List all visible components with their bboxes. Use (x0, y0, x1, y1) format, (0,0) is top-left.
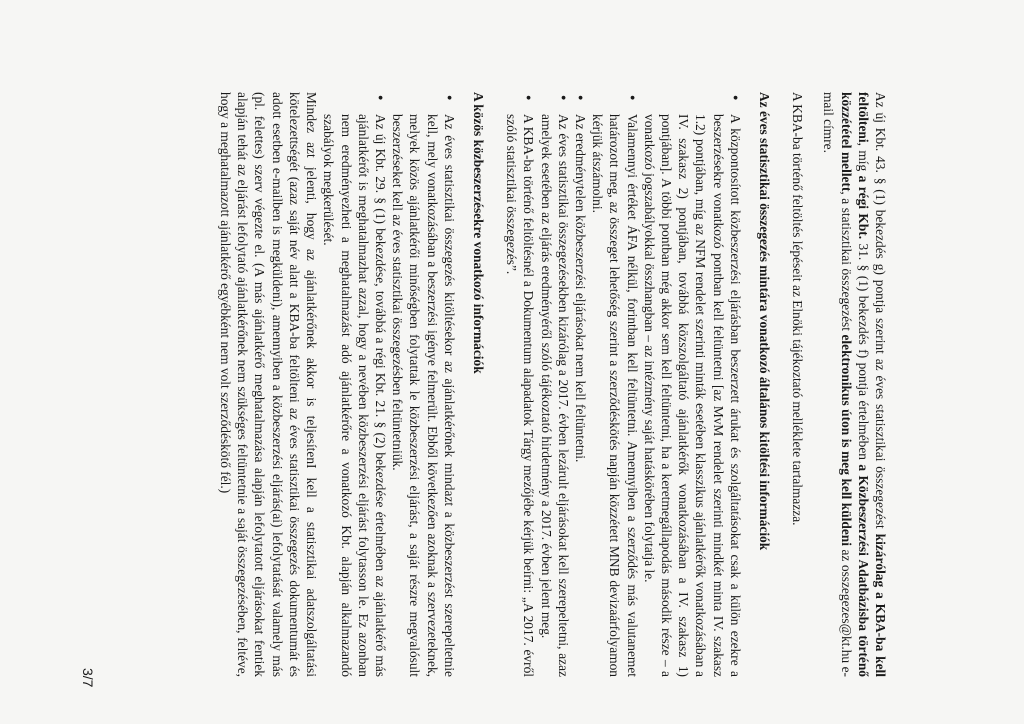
page-content (217, 92, 889, 677)
intro-bold-3: a Közbeszerzési Adatbázisba történő közzététel mellett (838, 92, 871, 677)
intro-paragraph (820, 92, 889, 677)
list-item: ● A KBA-ba történő feltöltésnél a Dokumentum alapadatok Tárgy mezőjébe kérjük beírni: „A 2017. évről szóló statisztikai összegezés”. (503, 114, 537, 677)
intro-text-3: 31. § (1) bekezdés f) pontja értelmében (855, 239, 871, 465)
kba-note: A KBA-ba történő feltöltés lépéseit az Elnöki tájékoztató melléklete tartalmazza. (790, 92, 806, 526)
intro-text-1: Az új Kbt. 43. § (1) bekezdés g) pontja szerint az éves statisztikai összegezést (873, 92, 888, 534)
list-item: ● Az éves statisztikai összegezés kitöltésekor az ajánlatkérőnek mindazt a közbeszerzést szerepeltetnie kell, mely vonatkozásában a beszerzési igénye felmerült. Ebből következően azoknak a szervezeteknek, melyek közös ajánlatkérői minőségben folytattak le közbeszerzési eljárást, a saját részre megvalósult beszerzéseket kell az éves statisztikai összegezésben feltüntetniük. (389, 114, 458, 677)
intro-bold-4: elektronikus úton is meg kell küldeni (838, 334, 854, 546)
page-number: 3/7 (80, 668, 96, 688)
list-item: ● Az éves statisztikai összegezésekben kizárólag a 2017. évben lezárult eljárásokat kell szerepeltetni, azaz amelyek esetében az eljárás eredményéről szóló tájékoztató hirdetmény a 2017. évben jelent meg. (537, 114, 571, 677)
intro-text-2: , míg (855, 142, 871, 176)
section1-heading: Az éves statisztikai összegezés mintára vonatkozó általános kitöltési információk (756, 92, 772, 551)
intro-bold-2: a régi Kbt. (855, 175, 871, 240)
section1-list (503, 92, 744, 677)
closing-paragraph: Mindez azt jelenti, hogy az ajánlatkérőnek akkor is teljesítenI kell a statisztikai adatszolgáltatási kötelezettségét (azaz saját név alatt a KBA-ba feltölteni az éves statisztikai összegezés dokumentumát és adott esetben e-mailben is megküldeni), amennyiben a közbeszerzési eljárás(ai) lefolytatását valamely más (pl. felettes) szerv végezte el. (A más ajánlatkérő meghatalmazása alapján lefolytatott eljárásokat fentiek alapján tehát az eljárást lefolytató ajánlatkérőnek nem szükséges feltüntetnie a saját összegezésében, feltéve, hogy a meghatalmazott ajánlatkérő egyébként nem volt szerződéskötő fél.) (218, 92, 320, 677)
list-item: ● A központosított közbeszerzési eljárásban beszerzett árukat és szolgáltatásokat csak a külön ezekre a beszerzésekre vonatkozó pontban kell feltüntetni [az MvM rendelet szerinti mindkét minta IV. szakasz 1.2) pontjában, míg az NFM rendelet szerinti minták esetében klasszikus ajánlatkérők vonatkozásában a IV. szakasz 2) pontjában, továbbá közszolgáltató ajánlatkérők vonatkozásában a IV. szakasz 1) pontjában]. A többi pontban még akkor sem kell feltüntetni, ha a keretmegállapodás második része – a vonatkozó jogszabályokkal összhangban – az intézmény saját hatáskörében folytatja le. (641, 114, 744, 677)
list-item: ● Az eredménytelen közbeszerzési eljárásokat nem kell feltüntetni. (572, 114, 589, 677)
section2-list (320, 92, 458, 677)
intro-text-5: az osszegezes@kt.hu e-mail címre. (821, 92, 854, 678)
intro-bold-1: kizárólag a KBA-ba kell feltölteni (855, 92, 888, 677)
section2-heading: A közös közbeszerzésekre vonatkozó információk (470, 92, 486, 374)
list-item: ● Valamennyi értéket ÁFA nélkül, forintban kell feltüntetni. Amennyiben a szerződés más valutanemet határozott meg, az összeget lehetőség szerint a szerződéskötés napján közzétett MNB devizaárfolyamon kérjük átszámolni. (589, 114, 641, 677)
list-item: ● Az új Kbt. 29. § (1) bekezdése, továbbá a régi Kbt. 21. § (2) bekezdése értelmében az ajánlatkérő más ajánlatkérőt is meghatalmazhat azzal, hogy a nevében közbeszerzési eljárást folytasson le. Ez azonban nem eredményezheti a meghatalmazást adó ajánlatkérőre a vonatkozó Kbt. alapján alkalmazandó szabályok megkerülését. (320, 114, 389, 677)
intro-text-4: , a statisztikai összegezést (838, 191, 854, 335)
